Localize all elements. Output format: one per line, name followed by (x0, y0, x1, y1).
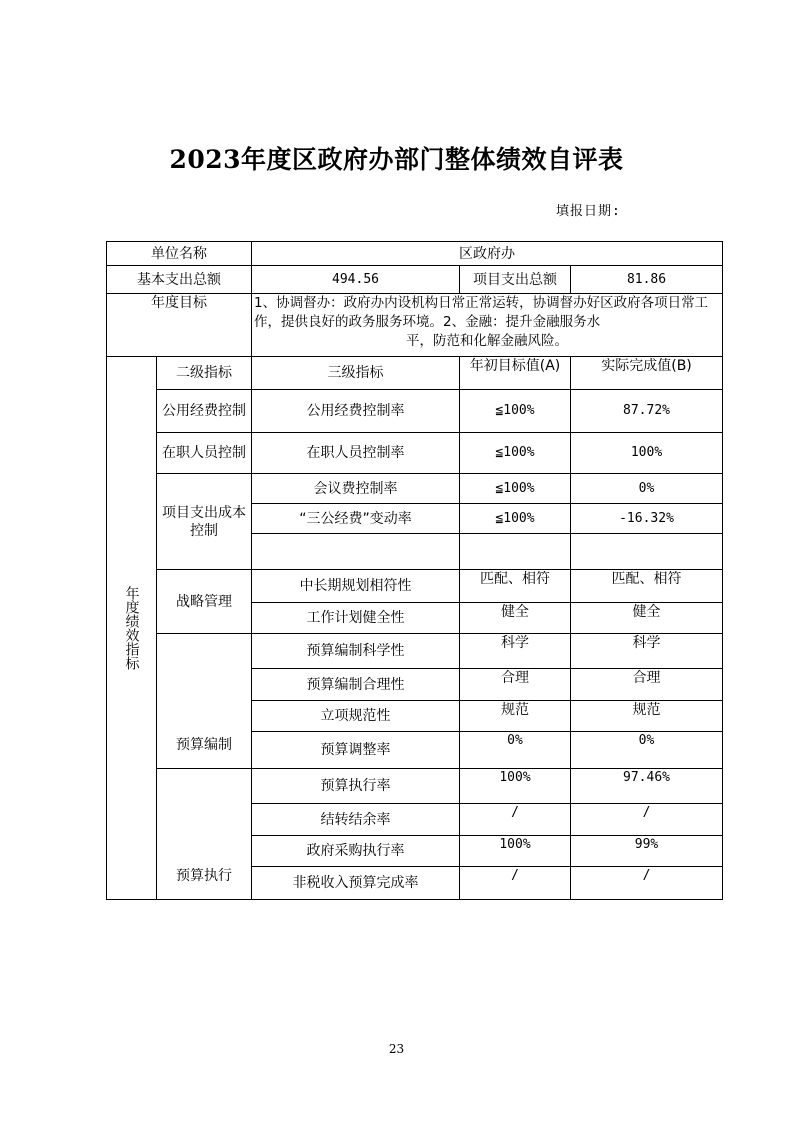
target-cell: 合理 (460, 669, 571, 701)
indicator-body (107, 357, 723, 900)
side-label: 年度绩效指标 (123, 586, 140, 670)
goal-text: 1、协调督办：政府办内设机构日常正常运转，协调督办好区政府各项日常工作，提供良好的政务服务环境。2、金融：提升金融服务水 (254, 295, 709, 330)
actual-cell: 0% (571, 732, 723, 769)
goal-text-cell (252, 294, 723, 357)
actual-cell: -16.32% (571, 504, 723, 534)
page-title: 2023年度区政府办部门整体绩效自评表 (169, 145, 624, 174)
actual-cell: 科学 (571, 634, 723, 669)
actual-cell: 合理 (571, 669, 723, 701)
target-cell: 规范 (460, 701, 571, 732)
target-cell: ≦100% (460, 504, 571, 534)
actual-cell: 健全 (571, 603, 723, 634)
target-cell: / (460, 867, 571, 900)
basic-label: 基本支出总额 (107, 266, 252, 294)
header-level2: 二级指标 (157, 357, 252, 390)
target-cell: 匹配、相符 (460, 570, 571, 603)
level3-cell: 会议费控制率 (252, 474, 460, 504)
level3-cell: 预算编制科学性 (252, 634, 460, 669)
target-cell: ≦100% (460, 433, 571, 474)
level3-cell: 预算调整率 (252, 732, 460, 769)
goal-text-end: 平，防范和化解金融风险。 (406, 333, 568, 349)
unit-row (107, 242, 723, 266)
basic-value: 494.56 (252, 266, 460, 294)
level3-cell: 政府采购执行率 (252, 836, 460, 867)
project-label: 项目支出总额 (460, 266, 571, 294)
target-cell: 科学 (460, 634, 571, 669)
basic-row (107, 266, 723, 294)
goal-label: 年度目标 (107, 294, 252, 357)
level3-cell: 预算执行率 (252, 769, 460, 804)
level3-cell: 中长期规划相符性 (252, 570, 460, 603)
level3-cell: “三公经费”变动率 (252, 504, 460, 534)
indicator-row (107, 433, 723, 474)
goal-row (107, 294, 723, 357)
target-cell: ≦100% (460, 390, 571, 433)
unit-label: 单位名称 (107, 242, 252, 266)
actual-cell: 99% (571, 836, 723, 867)
level2-cell: 项目支出成本控制 (157, 474, 252, 570)
actual-cell: / (571, 867, 723, 900)
actual-cell: 97.46% (571, 769, 723, 804)
actual-cell: 0% (571, 474, 723, 504)
indicator-row (107, 390, 723, 433)
level3-cell: 结转结余率 (252, 804, 460, 836)
level3-cell: 立项规范性 (252, 701, 460, 732)
page-number: 23 (388, 1042, 405, 1056)
unit-value: 区政府办 (252, 242, 723, 266)
header-target: 年初目标值(A) (460, 357, 571, 390)
level3-cell: 公用经费控制率 (252, 390, 460, 433)
level2-cell: 预算执行 (157, 769, 252, 900)
indicator-row (107, 570, 723, 603)
actual-cell: 规范 (571, 701, 723, 732)
level3-cell (252, 534, 460, 570)
target-cell: ≦100% (460, 474, 571, 504)
level3-cell: 预算编制合理性 (252, 669, 460, 701)
level2-cell: 公用经费控制 (157, 390, 252, 433)
level2-cell: 在职人员控制 (157, 433, 252, 474)
header-level3: 三级指标 (252, 357, 460, 390)
actual-cell: 100% (571, 433, 723, 474)
self-evaluation-table (106, 241, 723, 900)
level2-cell: 战略管理 (157, 570, 252, 634)
level3-cell: 工作计划健全性 (252, 603, 460, 634)
indicator-header-row (107, 357, 723, 390)
actual-cell: 匹配、相符 (571, 570, 723, 603)
actual-cell (571, 534, 723, 570)
fill-date-label: 填报日期: (556, 204, 621, 219)
target-cell: / (460, 804, 571, 836)
target-cell (460, 534, 571, 570)
indicator-row (107, 474, 723, 504)
level3-cell: 非税收入预算完成率 (252, 867, 460, 900)
project-value: 81.86 (571, 266, 723, 294)
side-label-cell (107, 357, 157, 900)
target-cell: 健全 (460, 603, 571, 634)
target-cell: 0% (460, 732, 571, 769)
actual-cell: / (571, 804, 723, 836)
level2-cell: 预算编制 (157, 634, 252, 769)
actual-cell: 87.72% (571, 390, 723, 433)
indicator-row (107, 769, 723, 804)
target-cell: 100% (460, 769, 571, 804)
target-cell: 100% (460, 836, 571, 867)
indicator-row (107, 634, 723, 669)
level3-cell: 在职人员控制率 (252, 433, 460, 474)
header-actual: 实际完成值(B) (571, 357, 723, 390)
